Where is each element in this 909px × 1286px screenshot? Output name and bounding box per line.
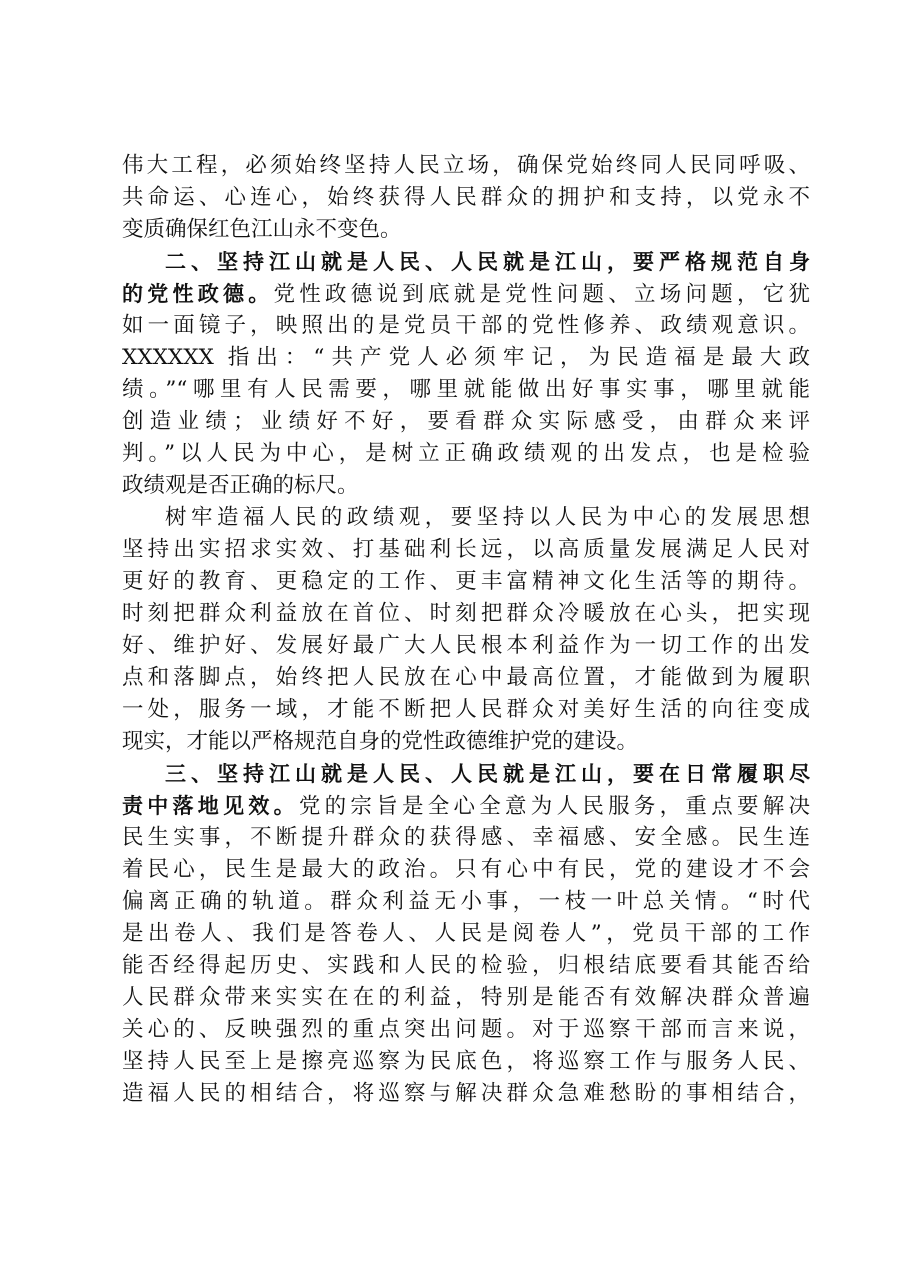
paragraph bbox=[122, 246, 810, 502]
paragraph bbox=[122, 502, 810, 758]
text-line: 现实，才能以严格规范自身的党性政德维护党的建设。 bbox=[122, 729, 639, 754]
text-line: 点和落脚点，始终把人民放在心中最高位置，才能做到为履职 bbox=[122, 665, 810, 690]
text-line: 时刻把群众利益放在首位、时刻把群众冷暖放在心头，把实现 bbox=[122, 601, 810, 626]
text-line: 一处，服务一域，才能不断把人民群众对美好生活的向往变成 bbox=[122, 697, 810, 722]
text-line: XXXXXX 指出：“共产党人必须牢记，为民造福是最大政 bbox=[122, 345, 810, 370]
paragraph bbox=[122, 758, 810, 1110]
section-heading-line bbox=[122, 758, 810, 790]
text-line: 好、维护好、发展好最广大人民根本利益作为一切工作的出发 bbox=[122, 633, 810, 658]
text-line: 造福人民的相结合，将巡察与解决群众急难愁盼的事相结合， bbox=[122, 1081, 810, 1106]
section-heading: 的党性政德。 bbox=[122, 282, 274, 306]
document-page bbox=[122, 150, 810, 1110]
text-line: 如一面镜子，映照出的是党员干部的党性修养、政绩观意识。 bbox=[122, 313, 810, 338]
text-line: 变质确保红色江山永不变色。 bbox=[122, 217, 402, 242]
section-heading: 二、坚持江山就是人民、人民就是江山，要严格规范自身 bbox=[165, 250, 810, 274]
text-line: 树牢造福人民的政绩观，要坚持以人民为中心的发展思想 bbox=[165, 505, 810, 530]
text-line: 共命运、心连心，始终获得人民群众的拥护和支持，以党永不 bbox=[122, 185, 810, 210]
text-line: 关心的、反映强烈的重点突出问题。对于巡察干部而言来说， bbox=[122, 1017, 810, 1042]
text-line: 坚持人民至上是擦亮巡察为民底色，将巡察工作与服务人民、 bbox=[122, 1049, 810, 1074]
text-line: 的党性政德。党性政德说到底就是党性问题、立场问题，它犹 bbox=[122, 282, 810, 307]
text-line: 着民心，民生是最大的政治。只有心中有民，党的建设才不会 bbox=[122, 857, 810, 882]
text-line: 伟大工程，必须始终坚持人民立场，确保党始终同人民同呼吸、 bbox=[122, 153, 810, 178]
text-line: 能否经得起历史、实践和人民的检验，归根结底要看其能否给 bbox=[122, 953, 810, 978]
text-line: 创造业绩；业绩好不好，要看群众实际感受，由群众来评 bbox=[122, 409, 810, 434]
text-line: 人民群众带来实实在在的利益，特别是能否有效解决群众普遍 bbox=[122, 985, 810, 1010]
text-line: 是出卷人、我们是答卷人、人民是阅卷人”，党员干部的工作 bbox=[122, 921, 810, 946]
section-heading: 三、坚持江山就是人民、人民就是江山，要在日常履职尽 bbox=[165, 762, 810, 786]
text-line: 判。”以人民为中心，是树立正确政绩观的出发点，也是检验 bbox=[122, 441, 810, 466]
paragraph bbox=[122, 150, 810, 246]
text-line: 偏离正确的轨道。群众利益无小事，一枝一叶总关情。“时代 bbox=[122, 889, 810, 914]
text-line: 民生实事，不断提升群众的获得感、幸福感、安全感。民生连 bbox=[122, 825, 810, 850]
text-line: 责中落地见效。党的宗旨是全心全意为人民服务，重点要解决 bbox=[122, 794, 810, 819]
text-line: 绩。”“哪里有人民需要，哪里就能做出好事实事，哪里就能 bbox=[122, 377, 810, 402]
text-line: 更好的教育、更稳定的工作、更丰富精神文化生活等的期待。 bbox=[122, 569, 810, 594]
section-heading-line bbox=[122, 246, 810, 278]
section-heading: 责中落地见效。 bbox=[122, 794, 299, 818]
text-line: 政绩观是否正确的标尺。 bbox=[122, 473, 359, 498]
text-line: 坚持出实招求实效、打基础利长远，以高质量发展满足人民对 bbox=[122, 537, 810, 562]
